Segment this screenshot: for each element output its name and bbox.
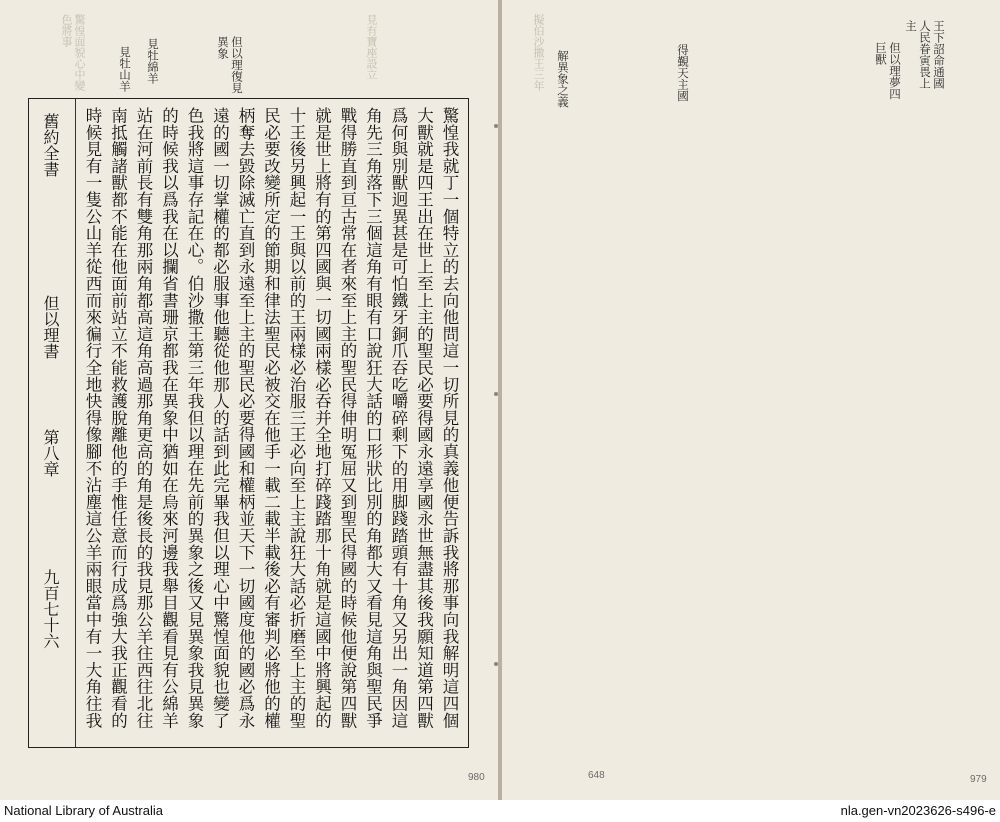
body-text [81, 107, 462, 737]
margin-note: 見牡山羊 [118, 46, 132, 92]
page-number: 九百七十六 [41, 569, 60, 649]
library-credit: National Library of Australia [4, 803, 163, 818]
pencil-mark: 648 [588, 770, 605, 781]
margin-note: 但以理復見異象 [216, 36, 244, 94]
bleed-through-text: 驚惶面貌心中變色將事 [60, 14, 86, 91]
margin-note: 王下詔命通國人民眷寅畏上主 [904, 20, 946, 89]
bleed-through-text: 擬伯沙撒王三年 [532, 14, 545, 91]
right-page [502, 0, 1000, 800]
pencil-mark: 979 [970, 774, 987, 785]
book-title: 舊約全書 [41, 113, 60, 177]
left-page [0, 0, 498, 800]
section-title: 但以理書 [41, 295, 60, 359]
item-identifier: nla.gen-vn2023626-s496-e [840, 803, 996, 818]
margin-note: 解異象之義 [556, 50, 570, 108]
chapter-label: 第八章 [41, 429, 60, 477]
margin-note: 得覲天主國 [676, 44, 690, 102]
footer-bar [0, 800, 1000, 822]
column-rule [75, 99, 76, 747]
pencil-mark: 980 [468, 772, 485, 783]
text-frame [28, 98, 469, 748]
scripture-text: 驚惶我就丁一個特立的去向他問這一切所見的真義他便告訴我將那事向我解明這四個大獸就是四王出在世上至上主的聖民必要得國永遠享國永世無盡其後我願知道第四獸爲何與別獸迥異甚是可怕鐵牙銅爪吞吃嚼碎剩下的用脚踐踏頭有十角又另出一角因這角先三角落下三個這角有眼有口說狂大話的口形狀比別的角都大又看見這角與聖民爭戰得勝直到亘古常在者來至上主的聖民得伸明冤屈又到聖民得國的時候他便說第四獸就是世上將有的第四國與一切國兩樣必吞并全地打碎踐踏那十角就是這國中將興起的十王後另興起一王與以前的王兩樣必治服三王必向至上主說狂大話必折磨至上主的聖民必要改變所定的節期和律法聖民必被交在他手一載二載半載後必有審判必將他的權柄奪去毀除滅亡直到永遠至上主的聖民必要得國和權柄並天下一切國度他的國必爲永遠的國一切掌權的都必服事他聽從他那人的話到此完畢我但以理心中驚惶面貌也變了色我將這事存記在心。伯沙撒王第三年我但以理在先前的異象之後又見異象我見異象的時候我以爲我在以攔省書珊京都我在異象中猶如在烏來河邊我舉目觀看見有公綿羊站在河前長有雙角那兩角都高這角高過那角更高的角是後長的我見那公羊往西往北往南抵觸諸獸都不能在他面前站立不能救護脫離他的手惟任意而行成爲強大我正觀看的時候見有一隻公山羊從西而來徧行全地快得像腳不沾塵這公羊兩眼當中有一大角往我 [83, 107, 459, 729]
bleed-through-text: 見有寶座設立 [365, 14, 378, 80]
margin-note: 見牡綿羊 [146, 38, 160, 84]
margin-note: 但以理夢四巨獸 [874, 42, 902, 100]
